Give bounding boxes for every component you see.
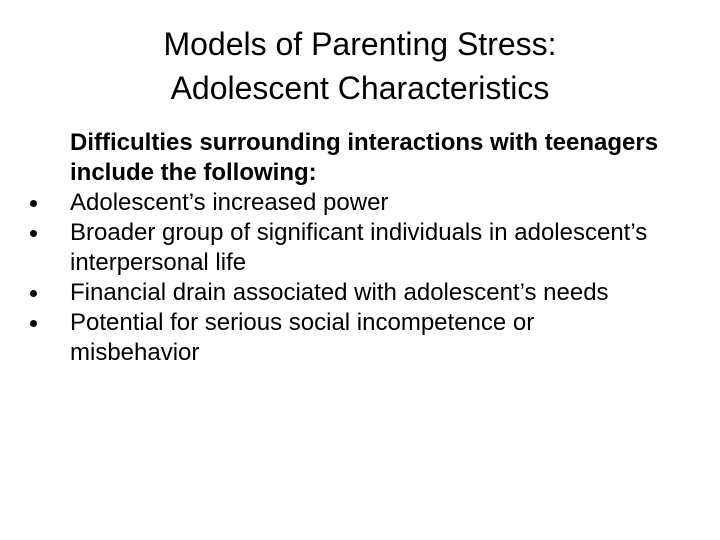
bullet-text: Broader group of significant individuals in adolescent’s interpersonal life [70,219,648,276]
bullet-item [30,278,670,308]
slide-title [60,22,660,110]
bullet-list [30,188,670,368]
title-line-2: Adolescent Characteristics [170,70,550,106]
bullet-text: Potential for serious social incompetence or misbehavior [70,309,535,366]
title-line-1: Models of Parenting Stress: [163,26,557,62]
bullet-item [30,218,670,278]
intro-text: Difficulties surrounding interactions with teenagers include the following: [70,129,659,186]
bullet-text: Adolescent’s increased power [70,189,389,216]
bullet-item [30,308,670,368]
bullet-text: Financial drain associated with adolescent’s needs [70,279,609,306]
bullet-dot-icon [30,200,37,207]
slide-body [30,128,670,368]
bullet-dot-icon [30,320,37,327]
bullet-item [30,188,670,218]
bullet-dot-icon [30,290,37,297]
bullet-dot-icon [30,230,37,237]
